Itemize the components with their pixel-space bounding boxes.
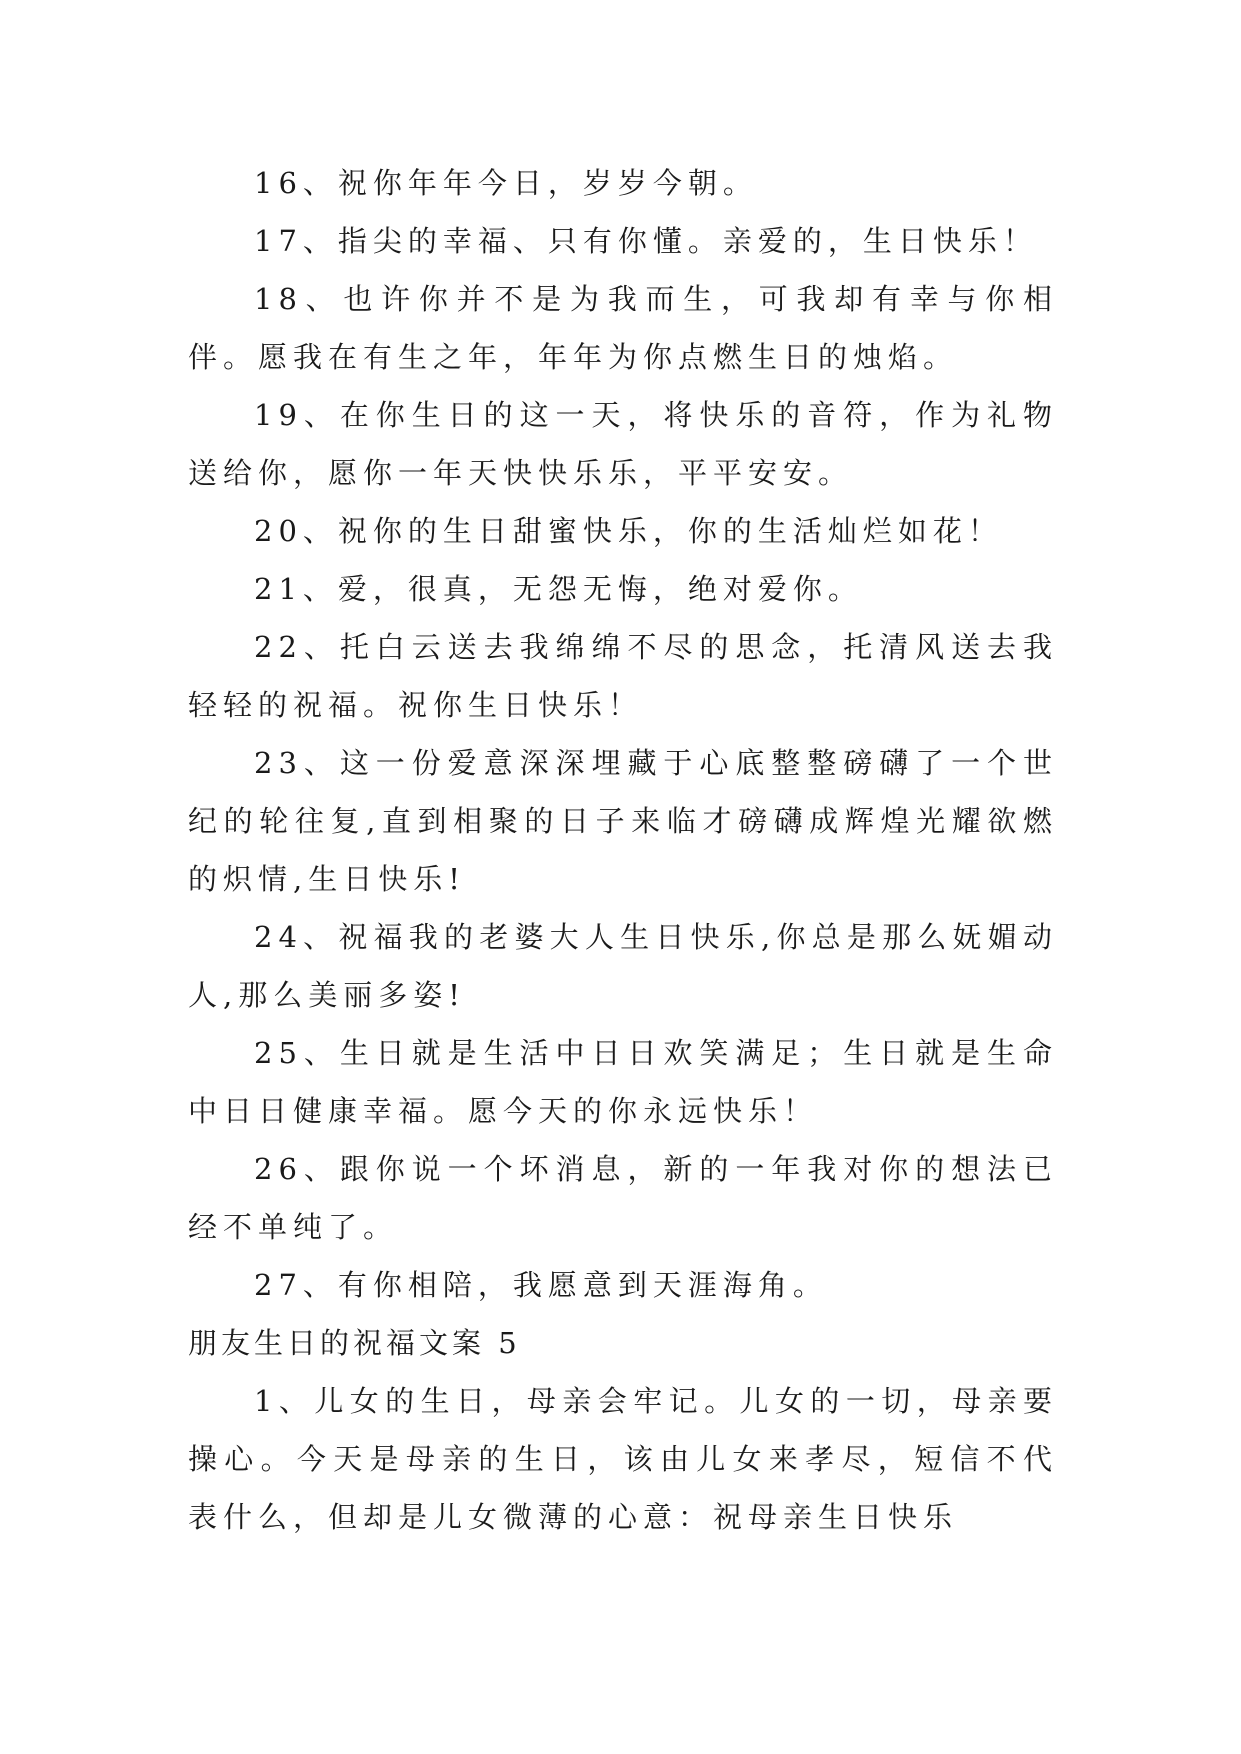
paragraph-25: 25、生日就是生活中日日欢笑满足；生日就是生命中日日健康幸福。愿今天的你永远快乐！: [188, 1036, 1058, 1128]
section-title: 朋友生日的祝福文案 5: [188, 1326, 521, 1360]
paragraph-20: 20、祝你的生日甜蜜快乐，你的生活灿烂如花！: [254, 514, 1003, 548]
paragraph-18: 18、也许你并不是为我而生，可我却有幸与你相伴。愿我在有生之年，年年为你点燃生日的烛焰。: [188, 282, 1058, 374]
paragraph-27: 27、有你相陪，我愿意到天涯海角。: [254, 1268, 828, 1302]
paragraph-19: 19、在你生日的这一天，将快乐的音符，作为礼物送给你，愿你一年天快快乐乐，平平安安。: [188, 398, 1058, 490]
paragraph-21: 21、爱，很真，无怨无悔，绝对爱你。: [254, 572, 863, 606]
paragraph-24: 24、祝福我的老婆大人生日快乐,你总是那么妩媚动人,那么美丽多姿!: [188, 920, 1058, 1012]
paragraph-23: 23、这一份爱意深深埋藏于心底整整磅礴了一个世纪的轮往复,直到相聚的日子来临才磅礴成辉煌光耀欲燃的炽情,生日快乐!: [188, 746, 1058, 896]
document-body: [188, 154, 1058, 1546]
paragraph-26: 26、跟你说一个坏消息，新的一年我对你的想法已经不单纯了。: [188, 1152, 1058, 1244]
paragraph-section5-1: 1、儿女的生日，母亲会牢记。儿女的一切，母亲要操心。今天是母亲的生日，该由儿女来孝尽，短信不代表什么，但却是儿女微薄的心意：祝母亲生日快乐: [188, 1384, 1058, 1534]
paragraph-16: 16、祝你年年今日，岁岁今朝。: [254, 166, 758, 200]
paragraph-22: 22、托白云送去我绵绵不尽的思念，托清风送去我轻轻的祝福。祝你生日快乐！: [188, 630, 1058, 722]
paragraph-17: 17、指尖的幸福、只有你懂。亲爱的，生日快乐！: [254, 224, 1038, 258]
